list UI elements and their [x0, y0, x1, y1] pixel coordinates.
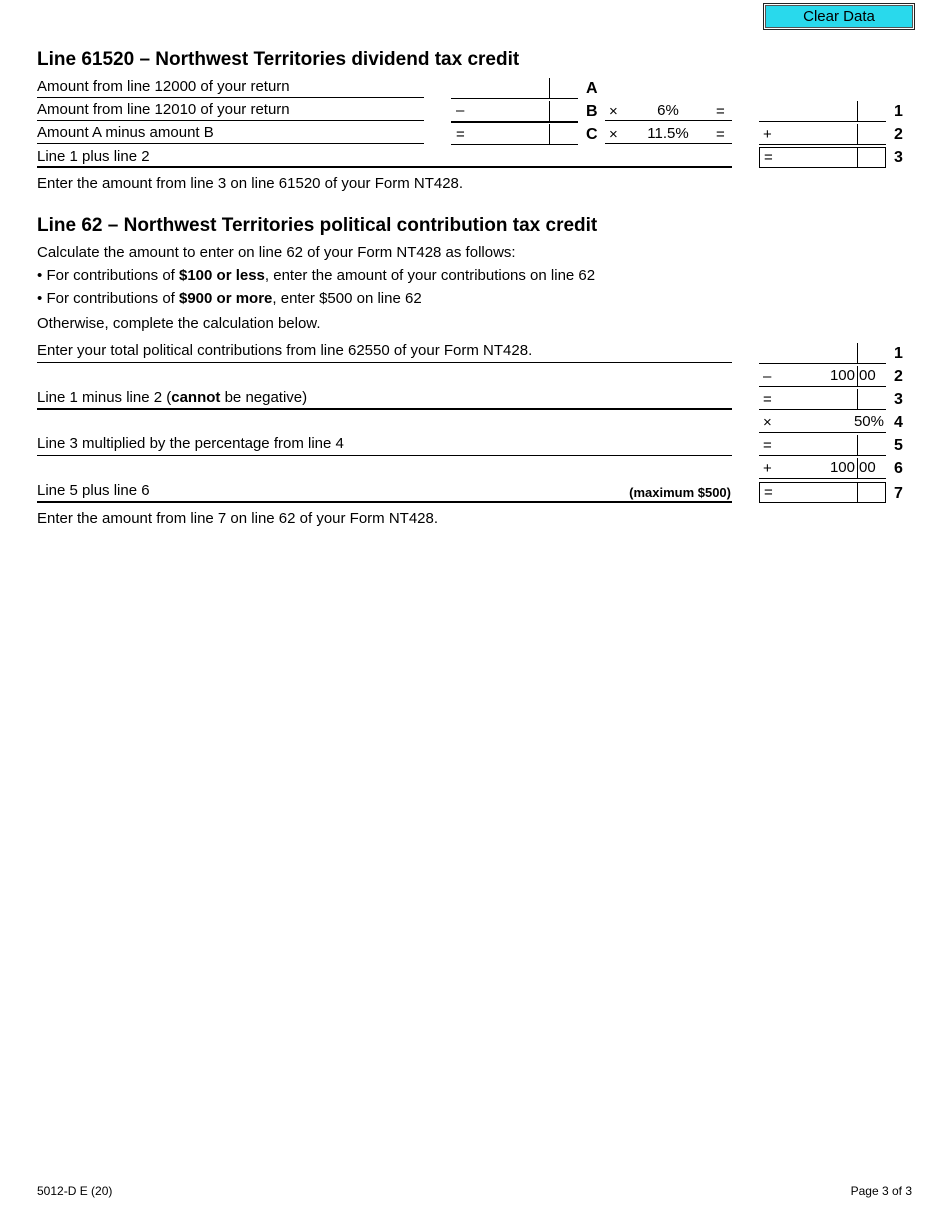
bullet-2-pre: For contributions of [46, 290, 179, 307]
political-line-5-number: 5 [894, 437, 903, 454]
political-line-4-number: 4 [894, 414, 903, 431]
dividend-op-plus: + [763, 126, 772, 143]
political-line-3-number: 3 [894, 391, 903, 408]
political-line-5-field[interactable] [759, 435, 886, 456]
political-line-4-rate: 50% [853, 413, 884, 430]
row-3-bold: cannot [171, 389, 221, 406]
bullet-1-post: , enter the amount of your contributions on line 62 [264, 267, 596, 284]
dividend-letter-b: B [586, 103, 598, 120]
dividend-times-c: × [609, 126, 618, 143]
bullet-1-bold: $100 or less [179, 267, 265, 284]
dividend-row-c-rule [37, 143, 424, 144]
political-note: Enter the amount from line 7 on line 62 of your Form NT428. [37, 510, 439, 527]
political-line-7-field[interactable] [759, 482, 886, 503]
form-code: 5012-D E (20) [37, 1184, 113, 1198]
dividend-row-b-label: Amount from line 12010 of your return [37, 101, 290, 118]
dividend-rate-b: 6% [657, 102, 679, 119]
political-op-times: × [763, 414, 772, 431]
political-op-plus: + [763, 460, 772, 477]
dividend-row-b-rule [37, 120, 424, 121]
dividend-op-equals-c: = [456, 126, 465, 143]
bullet-2-bold: $900 or more [179, 290, 273, 307]
page-number: Page 3 of 3 [850, 1184, 912, 1198]
dividend-amount-c-field[interactable] [451, 124, 578, 145]
dividend-op-minus: – [456, 102, 465, 119]
dividend-line-2-field[interactable] [759, 124, 886, 145]
dividend-equals-c: = [716, 126, 725, 143]
bullet-1-pre: For contributions of [46, 267, 179, 284]
dividend-row-a-label: Amount from line 12000 of your return [37, 78, 290, 95]
political-op-minus: – [763, 368, 772, 385]
political-intro: Calculate the amount to enter on line 62 of your Form NT428 as follows: [37, 244, 516, 261]
political-op-equals-3: = [763, 391, 772, 408]
political-row-7-rule [37, 501, 732, 503]
dividend-line-1-number: 1 [894, 103, 903, 120]
political-line-6-number: 6 [894, 460, 903, 477]
row-3-post: be negative) [220, 389, 308, 406]
dividend-row-3-label: Line 1 plus line 2 [37, 148, 150, 165]
political-line-1-number: 1 [894, 345, 903, 362]
dividend-note: Enter the amount from line 3 on line 61520 of your Form NT428. [37, 175, 464, 192]
political-op-equals-5: = [763, 437, 772, 454]
political-row-5-rule [37, 455, 732, 456]
dividend-row-b-calc-rule [605, 120, 732, 121]
political-op-equals-7: = [764, 484, 773, 501]
dividend-line-3-number: 3 [894, 149, 903, 166]
political-row-7-maximum: (maximum $500) [629, 485, 731, 500]
dividend-row-c-label: Amount A minus amount B [37, 124, 214, 141]
political-row-5-label: Line 3 multiplied by the percentage from line 4 [37, 435, 344, 452]
political-line-2-number: 2 [894, 368, 903, 385]
dividend-amount-b-field[interactable] [451, 101, 578, 123]
dividend-rate-c: 11.5% [647, 125, 689, 142]
political-row-3-label [37, 389, 307, 407]
political-bullet-2 [37, 290, 422, 308]
dividend-row-c-calc-rule [605, 143, 732, 144]
bullet-dot: • [37, 290, 43, 307]
political-line-3-field[interactable] [759, 389, 886, 410]
dividend-line-1-field[interactable] [759, 101, 886, 122]
dividend-op-equals-3: = [764, 149, 773, 166]
political-otherwise: Otherwise, complete the calculation below. [37, 315, 321, 332]
dividend-line-2-number: 2 [894, 126, 903, 143]
dividend-row-3-rule [37, 166, 732, 168]
political-row-1-rule [37, 362, 732, 363]
dividend-times-b: × [609, 103, 618, 120]
political-line-6-dollars: 100 [829, 459, 855, 476]
clear-data-button[interactable]: Clear Data [765, 5, 913, 28]
bullet-dot: • [37, 267, 43, 284]
dividend-letter-c: C [586, 126, 598, 143]
political-bullet-1 [37, 267, 595, 285]
political-line-2-dollars: 100 [829, 367, 855, 384]
political-line-6-cents: 00 [859, 459, 876, 476]
dividend-amount-a-field[interactable] [451, 78, 578, 99]
bullet-2-post: , enter $500 on line 62 [272, 290, 422, 307]
row-3-pre: Line 1 minus line 2 ( [37, 389, 172, 406]
political-row-1-label: Enter your total political contributions from line 62550 of your Form NT428. [37, 342, 533, 359]
political-line-1-field[interactable] [759, 343, 886, 364]
political-row-7-label: Line 5 plus line 6 [37, 482, 150, 499]
political-line-7-number: 7 [894, 485, 903, 502]
dividend-heading: Line 61520 – Northwest Territories dividend tax credit [37, 49, 520, 70]
dividend-line-3-field[interactable] [759, 147, 886, 168]
dividend-letter-a: A [586, 80, 598, 97]
political-line-2-cents: 00 [859, 367, 876, 384]
dividend-row-a-rule [37, 97, 424, 98]
political-row-3-rule [37, 408, 732, 410]
political-heading: Line 62 – Northwest Territories political contribution tax credit [37, 215, 598, 236]
dividend-equals-b: = [716, 103, 725, 120]
